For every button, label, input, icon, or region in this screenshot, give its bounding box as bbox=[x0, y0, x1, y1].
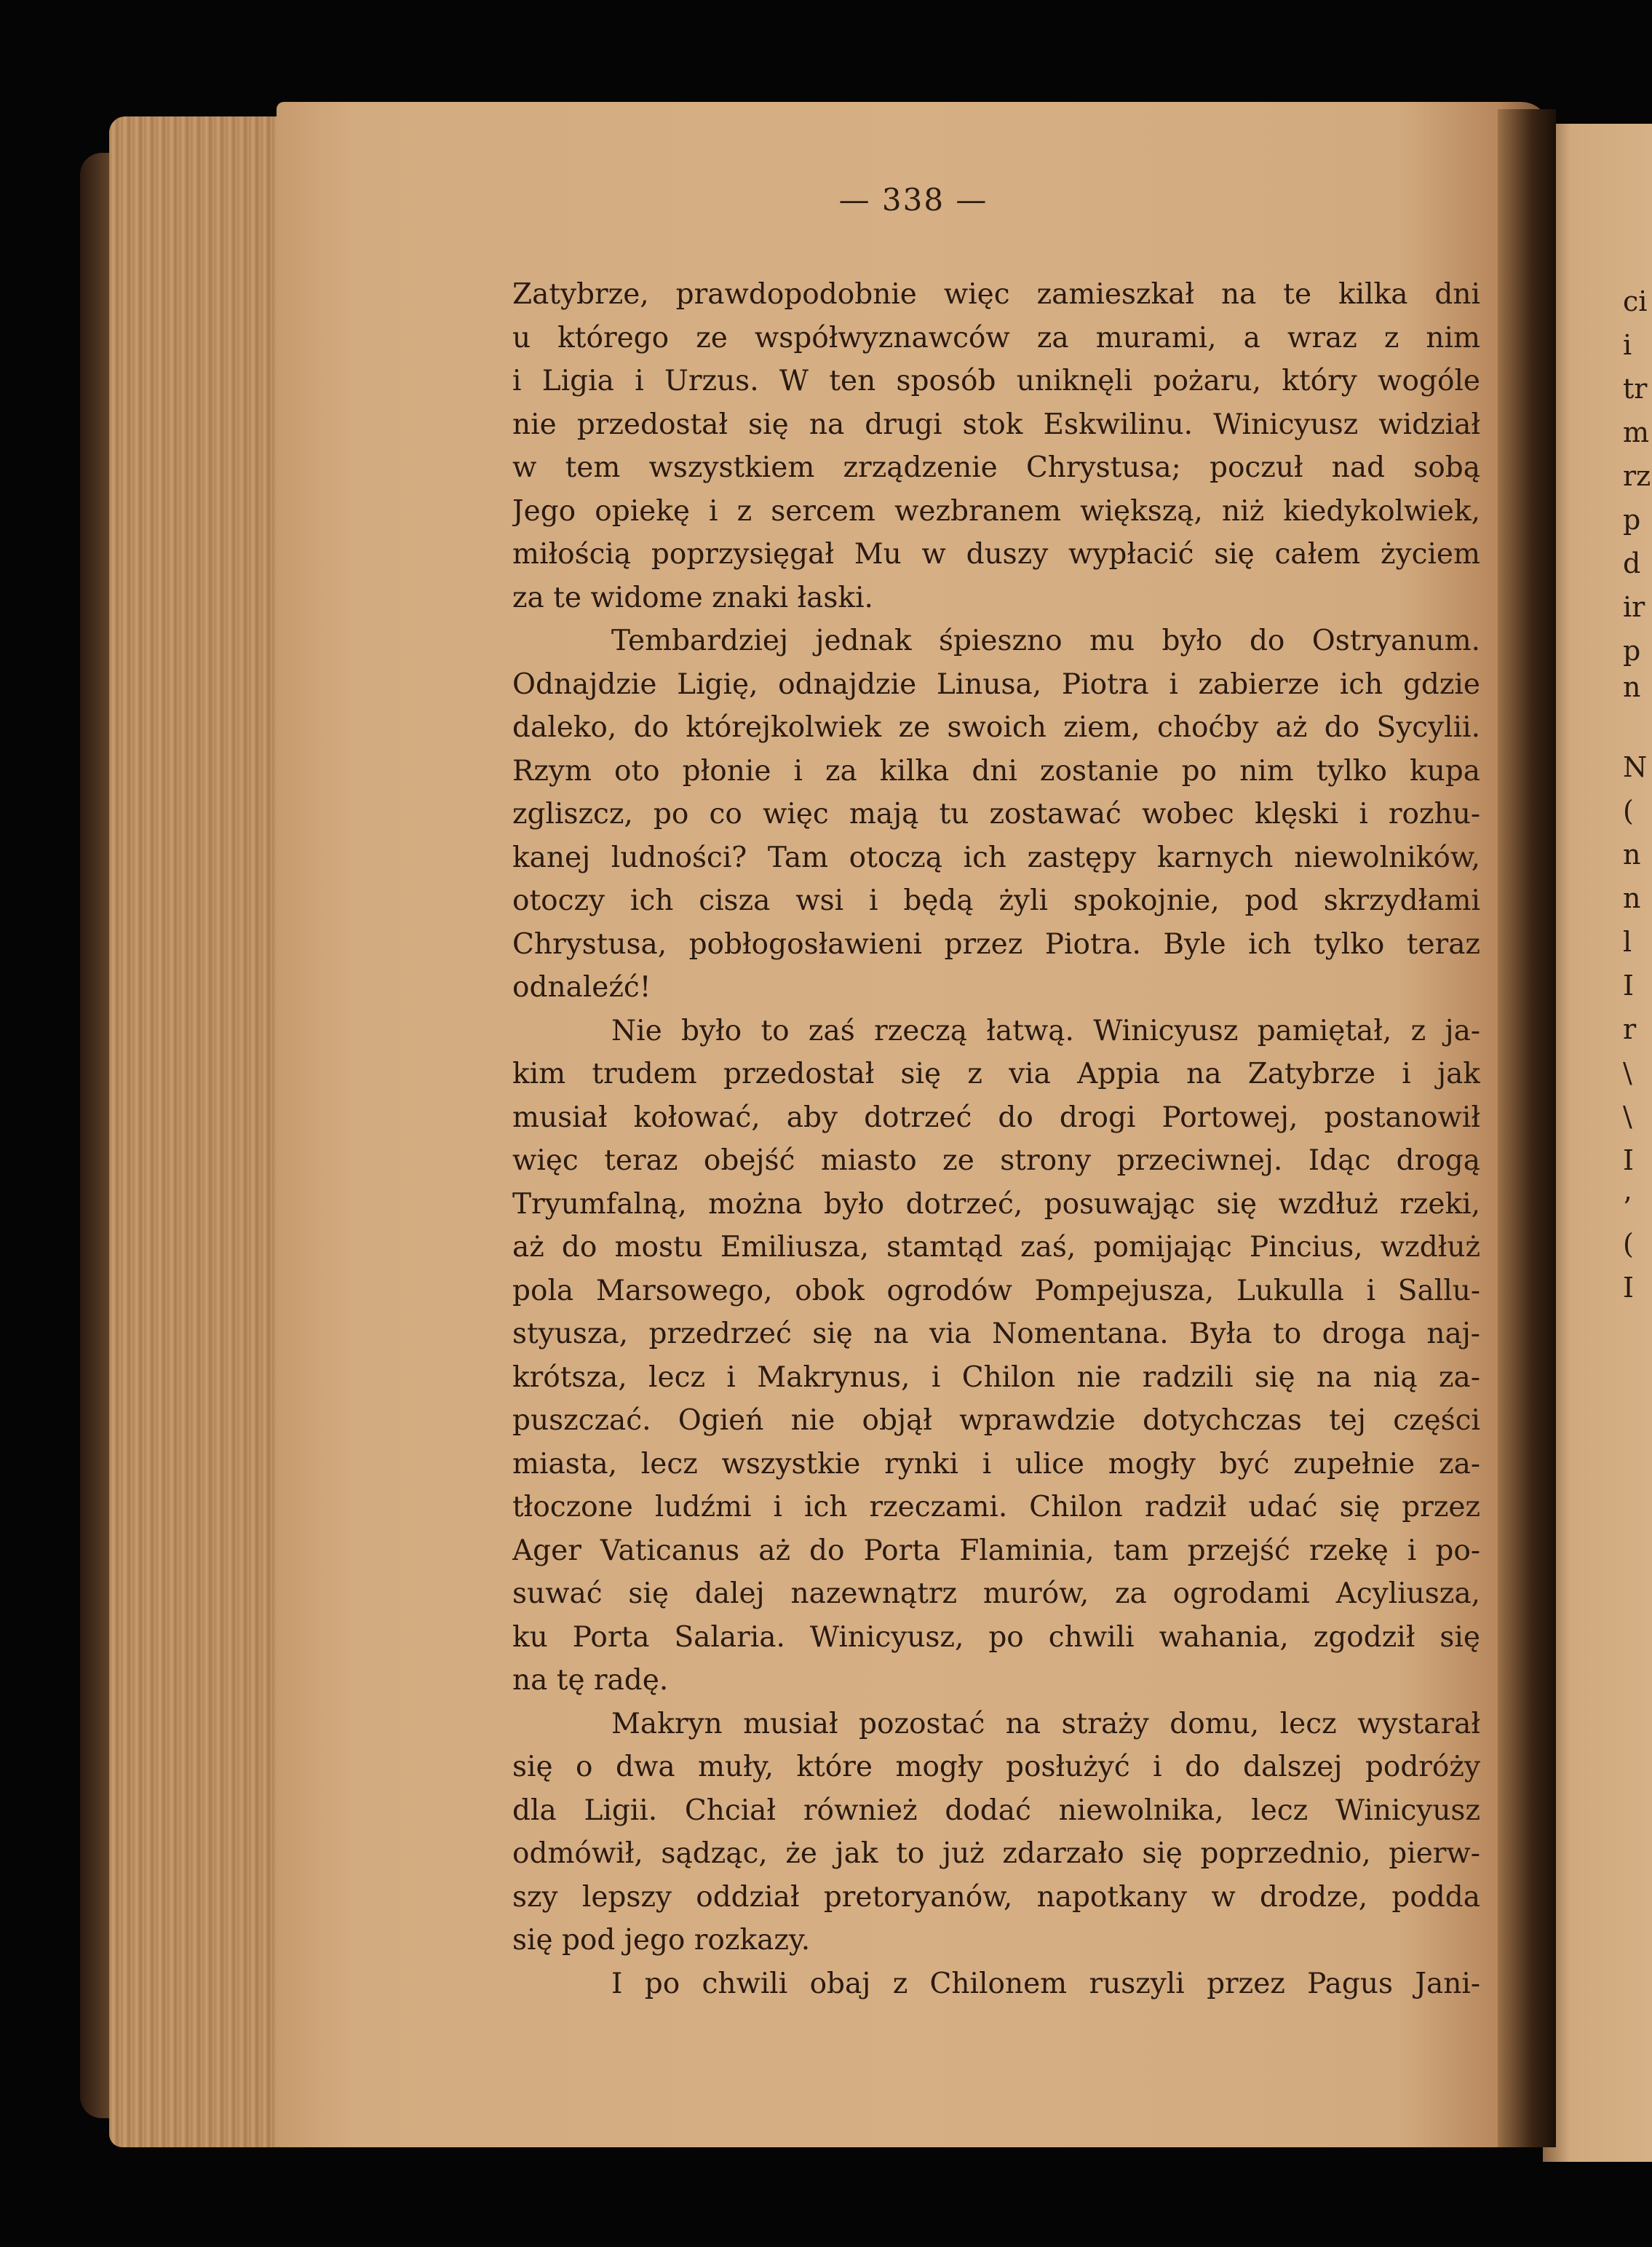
book-binding bbox=[1498, 109, 1556, 2147]
next-page-fragment: n bbox=[1623, 839, 1641, 871]
text-line: I po chwili obaj z Chilonem ruszyli przez Pagus Jani- bbox=[611, 1967, 1480, 2000]
text-line: Nie było to zaś rzeczą łatwą. Winicyusz pamiętał, z ja- bbox=[611, 1014, 1480, 1047]
text-line: Chrystusa, pobłogosławieni przez Piotra. Byle ich tylko teraz bbox=[512, 927, 1480, 961]
next-page-fragment: i bbox=[1623, 329, 1632, 361]
text-line: Zatybrze, prawdopodobnie więc zamieszkał na te kilka dni bbox=[512, 278, 1480, 311]
text-line: otoczy ich cisza wsi i będą żyli spokojnie, pod skrzydłami bbox=[512, 884, 1480, 917]
next-page-fragment: I bbox=[1623, 1272, 1635, 1304]
next-page-fragment: n bbox=[1623, 882, 1641, 914]
text-line: w tem wszystkiem zrządzenie Chrystusa; poczuł nad sobą bbox=[512, 451, 1480, 484]
text-line: na tę radę. bbox=[512, 1664, 669, 1697]
text-line: krótsza, lecz i Makrynus, i Chilon nie radzili się na nią za- bbox=[512, 1360, 1480, 1394]
text-line: suwać się dalej nazewnątrz murów, za ogrodami Acyliusza, bbox=[512, 1577, 1480, 1610]
next-page-fragment: \ bbox=[1623, 1101, 1632, 1133]
text-line: szy lepszy oddział pretoryanów, napotkany w drodze, podda bbox=[512, 1880, 1480, 1914]
text-line: dla Ligii. Chciał również dodać niewolnika, lecz Winicyusz bbox=[512, 1794, 1480, 1827]
text-line: miasta, lecz wszystkie rynki i ulice mogły być zupełnie za- bbox=[512, 1447, 1480, 1481]
text-line: styusza, przedrzeć się na via Nomentana. Była to droga naj- bbox=[512, 1317, 1480, 1350]
text-line: puszczać. Ogień nie objął wprawdzie dotychczas tej części bbox=[512, 1404, 1480, 1437]
text-line: za te widome znaki łaski. bbox=[512, 581, 873, 614]
text-line: Ager Vaticanus aż do Porta Flaminia, tam przejść rzekę i po- bbox=[512, 1534, 1480, 1567]
next-page-fragment: m bbox=[1623, 416, 1650, 448]
next-page-fragment: I bbox=[1623, 1144, 1635, 1176]
text-line: Makryn musiał pozostać na straży domu, lecz wystarał bbox=[611, 1707, 1480, 1740]
next-page-fragment: ’ bbox=[1623, 1192, 1632, 1224]
next-page-fragment: r bbox=[1623, 1013, 1637, 1045]
next-page-fragment: l bbox=[1623, 926, 1632, 958]
text-line: Tryumfalną, można było dotrzeć, posuwając się wzdłuż rzeki, bbox=[512, 1187, 1480, 1221]
text-line: Jego opiekę i z sercem wezbranem większą, niż kiedykolwiek, bbox=[512, 494, 1480, 528]
next-page-fragment: ir bbox=[1623, 591, 1645, 623]
next-page-fragment: \ bbox=[1623, 1057, 1632, 1089]
next-page-fragment: ( bbox=[1623, 1228, 1634, 1260]
text-line: zgliszcz, po co więc mają tu zostawać wobec klęski i rozhu- bbox=[512, 798, 1480, 831]
text-line: się o dwa muły, które mogły posłużyć i do dalszej podróży bbox=[512, 1751, 1480, 1783]
next-page-fragment: ci bbox=[1623, 285, 1648, 317]
text-line: musiał kołować, aby dotrzeć do drogi Portowej, postanowił bbox=[512, 1101, 1480, 1134]
next-page-fragment: rz bbox=[1623, 460, 1651, 492]
text-line: kim trudem przedostał się z via Appia na Zatybrze i jak bbox=[512, 1058, 1480, 1090]
next-page-fragment: ( bbox=[1623, 795, 1634, 827]
text-line: kanej ludności? Tam otoczą ich zastępy karnych niewolników, bbox=[512, 841, 1480, 874]
text-line: i Ligia i Urzus. W ten sposób uniknęli pożaru, który wogóle bbox=[512, 365, 1480, 397]
text-line: daleko, do którejkolwiek ze swoich ziem, choćby aż do Sycylii. bbox=[512, 711, 1480, 744]
text-line: pola Marsowego, obok ogrodów Pompejusza, Lukulla i Sallu- bbox=[512, 1274, 1480, 1307]
text-line: miłością poprzysięgał Mu w duszy wypłacić się całem życiem bbox=[512, 538, 1480, 571]
next-page-fragment: p bbox=[1623, 504, 1641, 536]
next-page-fragment: N bbox=[1623, 751, 1648, 783]
text-line: się pod jego rozkazy. bbox=[512, 1924, 811, 1957]
page-fore-edge bbox=[109, 116, 291, 2147]
next-page-fragment: n bbox=[1623, 671, 1641, 703]
text-line: Rzym oto płonie i za kilka dni zostanie po nim tylko kupa bbox=[512, 754, 1480, 788]
body-text bbox=[512, 273, 1480, 2005]
text-line: Tembardziej jednak śpieszno mu było do Ostryanum. bbox=[611, 625, 1480, 657]
text-line: u którego ze współwyznawców za murami, a wraz z nim bbox=[512, 321, 1480, 354]
next-page-fragment: d bbox=[1623, 547, 1641, 579]
next-page-fragment: p bbox=[1623, 635, 1641, 667]
text-line: ku Porta Salaria. Winicyusz, po chwili wahania, zgodził się bbox=[512, 1620, 1480, 1654]
next-page-fragment: tr bbox=[1623, 373, 1648, 405]
text-line: nie przedostał się na drugi stok Eskwilinu. Winicyusz widział bbox=[512, 408, 1480, 441]
page-number-header: — 338 — bbox=[838, 182, 988, 218]
next-page-edge bbox=[1543, 124, 1652, 2162]
text-line: odmówił, sądząc, że jak to już zdarzało się poprzednio, pierw- bbox=[512, 1837, 1480, 1870]
text-line: więc teraz obejść miasto ze strony przeciwnej. Idąc drogą bbox=[512, 1144, 1480, 1177]
text-line: odnaleźć! bbox=[512, 971, 651, 1004]
text-line: aż do mostu Emiliusza, stamtąd zaś, pomijając Pincius, wzdłuż bbox=[512, 1231, 1480, 1264]
text-line: Odnajdzie Ligię, odnajdzie Linusa, Piotra i zabierze ich gdzie bbox=[512, 667, 1480, 701]
next-page-fragment: I bbox=[1623, 970, 1635, 1002]
text-line: tłoczone ludźmi i ich rzeczami. Chilon radził udać się przez bbox=[512, 1491, 1480, 1523]
